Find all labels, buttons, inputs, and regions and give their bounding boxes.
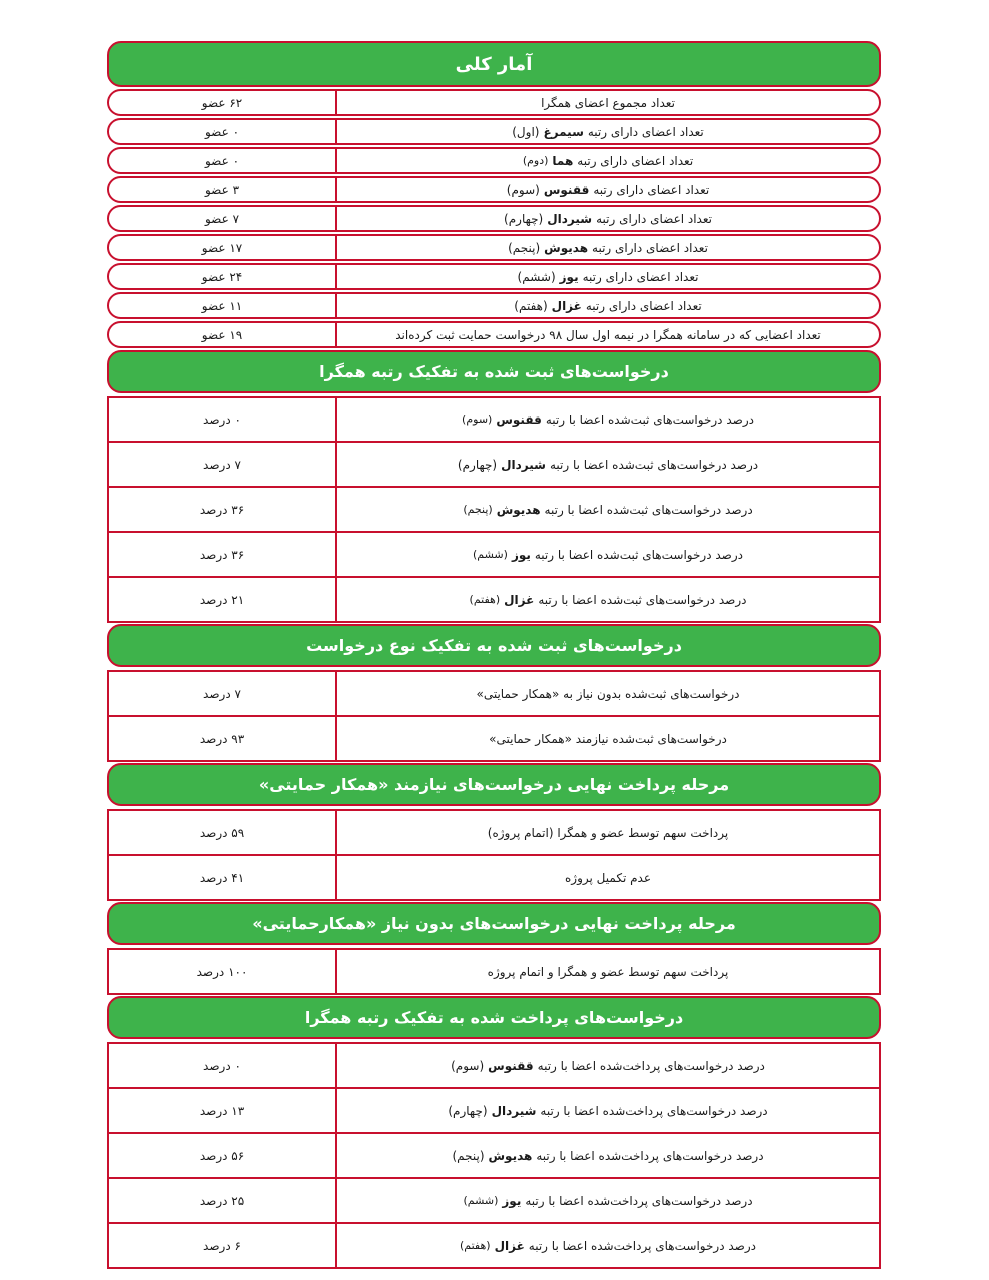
row-value: ۲۱ درصد [199,592,245,607]
stat-label-text: تعداد اعضای دارای رتبه [596,211,712,226]
rank-name: غزال [551,298,582,313]
table-row [109,1089,879,1134]
table-row [109,672,879,717]
table-row [109,488,879,533]
stat-label [335,120,879,143]
stat-label [335,236,879,259]
stats-page [107,41,881,1269]
row-label-text: درصد درخواست‌های پرداخت‌شده اعضا با رتبه [540,1103,768,1118]
row-value: ۴۱ درصد [199,870,245,885]
section-title: آمار کلی [455,53,533,75]
row-label-text: درصد درخواست‌های پرداخت‌شده اعضا با رتبه [537,1058,765,1073]
rank-name: هما [552,153,574,168]
stat-label [335,149,879,172]
stat-label-text: تعداد اعضایی که در سامانه همگرا در نیمه اول سال ۹۸ درخواست حمایت ثبت کرده‌اند [395,327,821,342]
stat-value: ۲۴ عضو [201,269,243,284]
row-label: پرداخت سهم توسط عضو و همگرا و اتمام پروژه [335,950,879,993]
rank-name: ققنوس [488,1058,534,1073]
rank-name: یوز [559,269,579,284]
row-value: ۰ درصد [203,1058,241,1073]
row-value: ۳۶ درصد [199,547,245,562]
stat-label-text: تعداد اعضای دارای رتبه [593,182,710,197]
table-row [109,811,879,856]
rank-order: (چهارم) [448,1103,488,1118]
table-row [109,533,879,578]
rank-name: یوز [511,547,531,562]
rank-order: (پنجم) [463,503,493,516]
rank-order: (هفتم) [469,593,501,606]
stat-value: ۱۷ عضو [201,240,243,255]
stat-label-text: تعداد اعضای دارای رتبه [585,298,702,313]
registered-by-rank-table [107,396,881,623]
final-payment-without-table [107,948,881,995]
stat-label [335,91,879,114]
rank-name: هدیوش [496,502,541,517]
rank-name: غزال [494,1238,525,1253]
row-value: ۶ درصد [203,1238,241,1253]
section-title: درخواست‌های پرداخت شده به تفکیک رتبه همگرا [304,1008,684,1027]
stat-value: ۰ عضو [204,124,240,139]
row-label-text: درصد درخواست‌های ثبت‌شده اعضا با رتبه [538,592,747,607]
rank-name: شیردال [547,211,593,226]
section-title: مرحله پرداخت نهایی درخواست‌های بدون نیاز «همکارحمایتی» [252,914,736,933]
table-row [109,1179,879,1224]
row-label [335,398,879,441]
row-value: ۵۹ درصد [199,825,245,840]
table-row [109,398,879,443]
row-label-text: درصد درخواست‌های ثبت‌شده اعضا با رتبه [534,547,744,562]
rank-name: یوز [502,1193,522,1208]
row-label-text: درصد درخواست‌های ثبت‌شده اعضا با رتبه [545,412,754,427]
row-value: ۳۶ درصد [199,502,245,517]
stat-label [335,323,879,346]
table-row [109,1224,879,1269]
stat-label-text: تعداد اعضای دارای رتبه [592,240,708,255]
registered-by-type-table [107,670,881,762]
table-row [109,1044,879,1089]
row-label [335,488,879,531]
row-value: ۵۶ درصد [199,1148,245,1163]
row-label [335,443,879,486]
table-row [109,717,879,762]
rank-name: شیردال [491,1103,537,1118]
rank-order: (پنجم) [508,240,541,255]
stat-value: ۳ عضو [204,182,240,197]
rank-name: هدیوش [488,1148,533,1163]
stat-row [107,176,881,203]
section-header-overall [107,41,881,87]
row-value: ۹۳ درصد [199,731,245,746]
rank-order: (پنجم) [452,1148,485,1163]
rank-name: غزال [504,592,535,607]
rank-order: (چهارم) [504,211,544,226]
rank-name: شیردال [501,457,546,472]
row-value: ۷ درصد [203,686,241,701]
stat-row [107,118,881,145]
stat-value: ۱۹ عضو [201,327,243,342]
rank-order: (ششم) [517,269,556,284]
stat-row [107,234,881,261]
table-row [109,578,879,623]
row-value: ۱۰۰ درصد [196,964,248,979]
row-label [335,1179,879,1222]
section-title: مرحله پرداخت نهایی درخواست‌های نیازمند «همکار حمایتی» [258,775,730,794]
rank-order: (دوم) [522,154,549,167]
table-row [109,1134,879,1179]
section-title: درخواست‌های ثبت شده به تفکیک رتبه همگرا [319,362,669,381]
row-label: درخواست‌های ثبت‌شده نیازمند «همکار حمایتی» [335,717,879,760]
stat-label-text: تعداد اعضای دارای رتبه [577,153,694,168]
stat-row [107,89,881,116]
stat-label [335,207,879,230]
row-label-text: درصد درخواست‌های پرداخت‌شده اعضا با رتبه [525,1193,753,1208]
stat-value: ۰ عضو [204,153,240,168]
table-row [109,856,879,901]
rank-order: (هفتم) [514,298,548,313]
row-value: ۲۵ درصد [199,1193,245,1208]
row-label-text: درصد درخواست‌های پرداخت‌شده اعضا با رتبه [536,1148,764,1163]
stat-value: ۱۱ عضو [201,298,243,313]
stat-value: ۶۲ عضو [201,95,243,110]
stat-value: ۷ عضو [204,211,240,226]
rank-name: سیمرغ [543,124,584,139]
row-label: عدم تکمیل پروژه [335,856,879,899]
row-label: درخواست‌های ثبت‌شده بدون نیاز به «همکار حمایتی» [335,672,879,715]
row-label: پرداخت سهم توسط عضو و همگرا (اتمام پروژه) [335,811,879,854]
stat-row [107,292,881,319]
rank-order: (هفتم) [460,1239,491,1252]
section-header-paid-by-rank [107,996,881,1039]
rank-order: (سوم) [506,182,540,197]
row-value: ۱۳ درصد [199,1103,245,1118]
section-header-registered-by-rank [107,350,881,393]
stat-row [107,205,881,232]
row-label [335,533,879,576]
paid-by-rank-table [107,1042,881,1269]
row-label [335,1134,879,1177]
row-value: ۰ درصد [203,412,241,427]
row-label [335,578,879,621]
rank-order: (سوم) [462,413,493,426]
row-label [335,1224,879,1267]
stat-row [107,321,881,348]
rank-order: (ششم) [463,1194,499,1207]
section-header-final-payment-needing [107,763,881,806]
rank-order: (سوم) [451,1058,485,1073]
row-label-text: درصد درخواست‌های ثبت‌شده اعضا با رتبه [549,457,759,472]
stat-label [335,178,879,201]
section-header-registered-by-type [107,624,881,667]
stat-label-text: تعداد اعضای دارای رتبه [582,269,699,284]
stat-label-text: تعداد اعضای دارای رتبه [587,124,704,139]
row-label [335,1089,879,1132]
final-payment-needing-table [107,809,881,901]
row-label-text: درصد درخواست‌های پرداخت‌شده اعضا با رتبه [528,1238,757,1253]
row-label-text: درصد درخواست‌های ثبت‌شده اعضا با رتبه [544,502,753,517]
stat-row [107,263,881,290]
stat-label [335,294,879,317]
rank-order: (اول) [512,124,540,139]
table-row [109,950,879,995]
stat-row [107,147,881,174]
section-header-final-payment-without [107,902,881,945]
rank-name: ققنوس [496,412,542,427]
rank-order: (ششم) [473,548,508,561]
row-label [335,1044,879,1087]
table-row [109,443,879,488]
row-value: ۷ درصد [203,457,241,472]
section-title: درخواست‌های ثبت شده به تفکیک نوع درخواست [306,636,682,655]
stat-label-text: تعداد مجموع اعضای همگرا [541,95,675,110]
rank-name: ققنوس [543,182,590,197]
rank-name: هدیوش [544,240,589,255]
stat-label [335,265,879,288]
rank-order: (چهارم) [457,457,498,472]
